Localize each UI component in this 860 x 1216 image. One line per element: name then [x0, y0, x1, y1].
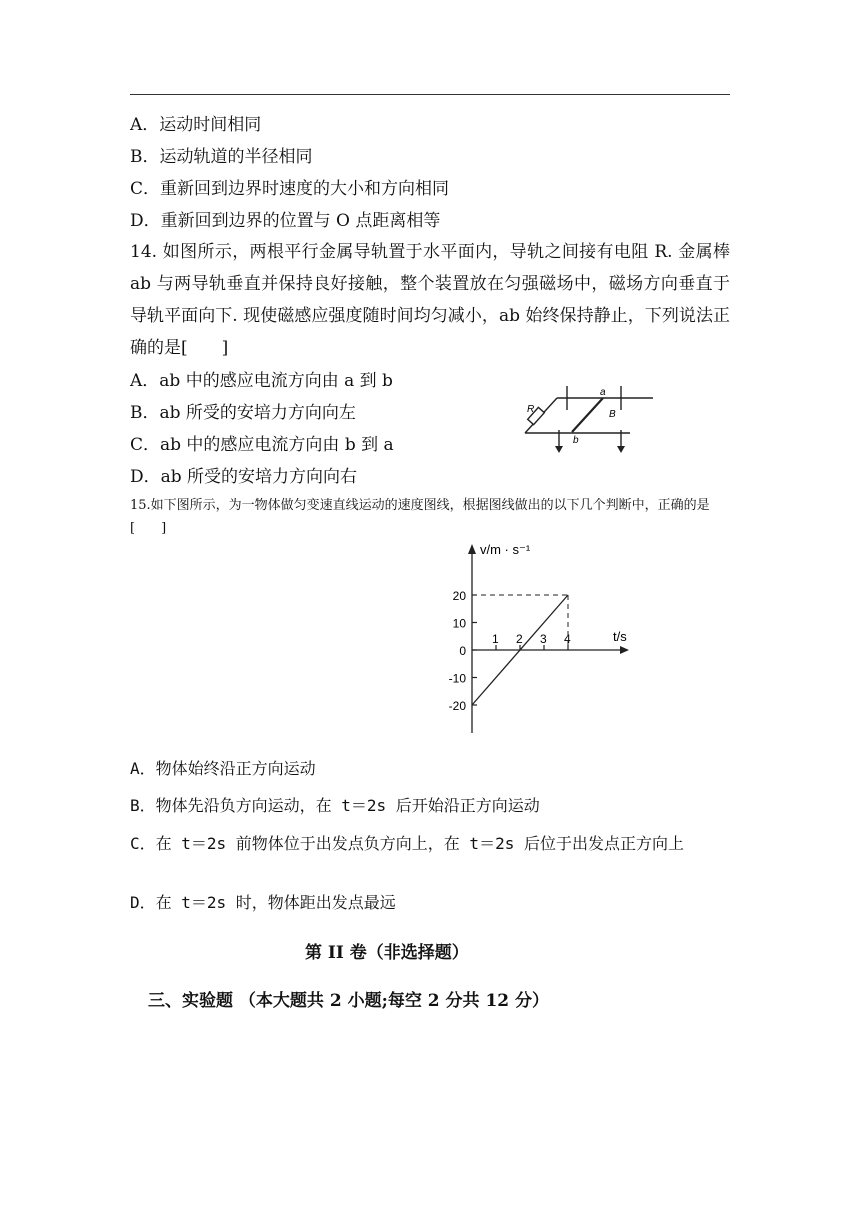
down-arrow-1	[555, 446, 563, 453]
q15-option-b: B．物体先沿负方向运动，在 t＝2s 后开始沿正方向运动	[130, 796, 540, 815]
q15-option-a: A．物体始终沿正方向运动	[130, 759, 316, 778]
x-axis-label: t/s	[613, 629, 627, 644]
q14-stem: 14. 如图所示，两根平行金属导轨置于水平面内，导轨之间接有电阻 R. 金属棒 ab 与两导轨垂直并保持良好接触，整个装置放在匀强磁场中，磁场方向垂直于导轨平面向下. 现使磁感应强度随时间均匀减小，ab 始终保持静止，下列说法正确的是[ ]	[130, 242, 730, 358]
q14-option-c: C．ab 中的感应电流方向由 b 到 a	[130, 435, 394, 455]
y-axis-label: v/m · s⁻¹	[480, 542, 531, 557]
section3-title: 三、实验题 （本大题共 2 小题;每空 2 分共 12 分）	[148, 991, 550, 1011]
q13-option-d: D．重新回到边界的位置与 O 点距离相等	[130, 211, 441, 231]
metal-rod	[572, 398, 603, 432]
q15-option-d: D．在 t＝2s 时，物体距出发点最远	[130, 893, 396, 912]
q15-stem: 15.如下图所示，为一物体做匀变速直线运动的速度图线，根据图线做出的以下几个判断中，正确的是 [ ]	[130, 498, 723, 536]
field-label: B	[609, 409, 616, 420]
y-tick-label: -10	[448, 671, 466, 686]
q14-option-d: D．ab 所受的安培力方向向右	[130, 467, 358, 487]
top-rule	[130, 94, 730, 95]
x-tick-label: 2	[516, 632, 523, 646]
y-tick-label: 10	[452, 616, 466, 631]
x-tick-label: 4	[564, 632, 571, 646]
resistor-label: R	[527, 404, 535, 415]
x-tick-label: 3	[540, 632, 547, 646]
q13-option-a: A．运动时间相同	[130, 115, 262, 135]
q14-option-a: A．ab 中的感应电流方向由 a 到 b	[130, 371, 393, 391]
y-tick-label: 20	[452, 589, 466, 603]
rail-figure	[515, 380, 660, 455]
x-tick-label: 1	[492, 632, 499, 646]
y-tick-label: -20	[448, 699, 466, 713]
rod-end-a-label: a	[600, 387, 606, 398]
rod-end-b-label: b	[573, 435, 579, 446]
x-axis-arrow	[620, 646, 629, 654]
velocity-time-chart	[430, 540, 640, 740]
q13-option-c: C．重新回到边界时速度的大小和方向相同	[130, 179, 450, 199]
q13-option-b: B．运动轨道的半径相同	[130, 147, 313, 167]
q15-option-c: C．在 t＝2s 前物体位于出发点负方向上，在 t＝2s 后位于出发点正方向上	[130, 834, 684, 853]
y-axis-arrow	[468, 544, 476, 554]
down-arrow-2	[617, 446, 625, 453]
y-tick-label: 0	[459, 644, 466, 658]
part2-title: 第 II 卷（非选择题）	[305, 943, 469, 963]
q14-option-b: B．ab 所受的安培力方向向左	[130, 403, 356, 423]
